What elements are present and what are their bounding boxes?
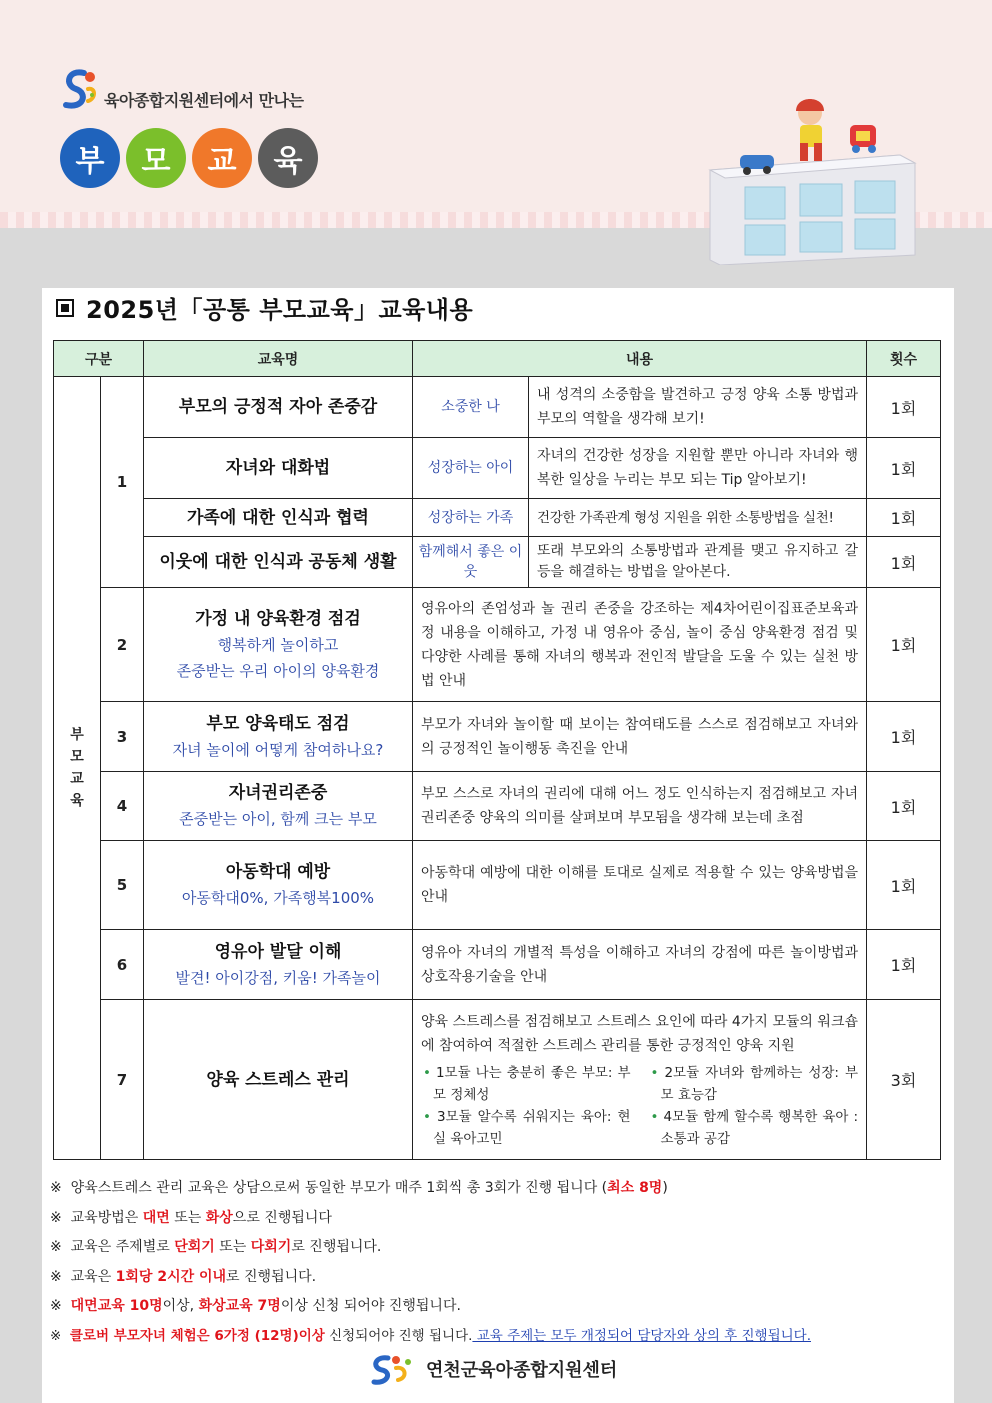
note-highlight: 화상교육 7명 (198, 1298, 281, 1314)
course-count: 1회 (867, 772, 941, 841)
note-item (50, 1322, 940, 1352)
note-text: 양육스트레스 관리 교육은 상담으로써 동일한 부모가 매주 1회씩 총 3회가 진행 됩니다 ( (70, 1180, 608, 1196)
note-item (50, 1263, 940, 1293)
row-number: 5 (101, 841, 144, 930)
title-char-4: 육 (258, 128, 318, 188)
note-text: 또는 (214, 1239, 251, 1255)
module-text: 1모듈 나는 충분히 좋은 부모: 부모 정체성 (433, 1064, 631, 1103)
course-count: 3회 (867, 1000, 941, 1160)
note-text: 교육은 주제별로 (70, 1239, 175, 1255)
course-title: 양육 스트레스 관리 (206, 1069, 350, 1090)
course-name (144, 499, 413, 537)
course-count: 1회 (867, 841, 941, 930)
course-description: 영유아 자녀의 개별적 특성을 이해하고 자녀의 강점에 따른 놀이방법과 상호작용기술을 안내 (413, 930, 867, 1000)
section-title-text: 2025년「공통 부모교육」교육내용 (86, 296, 474, 324)
header-category: 구분 (54, 341, 144, 377)
note-text: 또는 (169, 1209, 206, 1226)
course-subtitle: 발견! 아이강점, 키움! 가족놀이 (175, 968, 381, 987)
note-highlight: 대면교육 10명 (70, 1298, 163, 1314)
course-description: 부모가 자녀와 놀이할 때 보이는 참여태도를 스스로 점검해보고 자녀와의 긍정적인 놀이행동 촉진을 안내 (413, 702, 867, 772)
course-theme: 소중한 나 (413, 377, 529, 438)
course-name (144, 438, 413, 499)
table-row (54, 438, 941, 499)
table-row (54, 499, 941, 537)
title-char-3: 교 (192, 128, 252, 188)
course-count: 1회 (867, 377, 941, 438)
course-name (144, 377, 413, 438)
category-label (54, 377, 101, 1160)
note-underlined-text: 교육 주제는 모두 개정되어 담당자와 상의 후 진행됩니다. (472, 1327, 811, 1344)
note-highlight: 클로버 부모자녀 체험은 6가정 (12명)이상 (69, 1327, 325, 1344)
course-description: 아동학대 예방에 대한 이해를 토대로 실제로 적용할 수 있는 양육방법을 안내 (413, 841, 867, 930)
course-title: 부모 양육태도 점검 (206, 713, 350, 734)
module-item: • 1모듈 나는 충분히 좋은 부모: 부모 정체성 (423, 1064, 631, 1103)
table-row (54, 841, 941, 930)
course-title: 아동학대 예방 (225, 862, 331, 882)
course-name (144, 537, 413, 588)
note-text: 으로 진행됩니다 (232, 1209, 332, 1226)
header-subtitle: 육아종합지원센터에서 만나는 (104, 91, 304, 110)
note-text: 이상 신청 되어야 진행됩니다. (280, 1298, 461, 1314)
center-logo-icon (62, 65, 98, 113)
course-name (144, 588, 413, 702)
header-content: 내용 (413, 341, 867, 377)
course-description: 영유아의 존엄성과 놀 권리 존중을 강조하는 제4차어린이집표준보육과정 내용을 이해하고, 가정 내 영유아 중심, 놀이 중심 양육환경 점검 및 다양한 사례를 통해 자녀의 행복과 전인적 발달을 도울 수 있는 실천 방법 안내 (413, 588, 867, 702)
course-title: 부모의 긍정적 자아 존중감 (178, 397, 378, 417)
note-mark: ※ (50, 1268, 62, 1285)
module-item: • 3모듈 알수록 쉬워지는 육아: 현실 육아고민 (423, 1108, 631, 1147)
course-description (413, 1000, 867, 1160)
module-text: 2모듈 자녀와 함께하는 성장: 부모 효능감 (660, 1064, 858, 1103)
course-description: 부모 스스로 자녀의 권리에 대해 어느 정도 인식하는지 점검해보고 자녀권리존중 양육의 의미를 살펴보며 부모됨을 생각해 보는데 초점 (413, 772, 867, 841)
row-number: 4 (101, 772, 144, 841)
course-name (144, 930, 413, 1000)
note-text: 신청되어야 진행 됩니다. (324, 1327, 473, 1344)
course-name (144, 841, 413, 930)
module-list (421, 1062, 858, 1150)
row-number: 1 (101, 377, 144, 588)
notes-list (50, 1174, 940, 1351)
note-text: 이상, (162, 1298, 199, 1314)
note-mark: ※ (50, 1180, 62, 1196)
course-subtitle: 행복하게 놀이하고 존중받는 우리 아이의 양육환경 (176, 635, 380, 680)
course-count: 1회 (867, 702, 941, 772)
course-description: 또래 부모와의 소통방법과 관계를 맺고 유지하고 갈등을 해결하는 방법을 알아본다. (529, 537, 867, 588)
course-count: 1회 (867, 438, 941, 499)
note-highlight: 최소 8명 (607, 1180, 663, 1196)
table-row (54, 772, 941, 841)
title-char-1: 부 (60, 128, 120, 188)
note-text: 교육방법은 (70, 1209, 143, 1226)
note-mark: ※ (50, 1327, 62, 1344)
module-text: 3모듈 알수록 쉬워지는 육아: 현실 육아고민 (433, 1108, 631, 1147)
course-theme: 성장하는 가족 (413, 499, 529, 537)
row-number: 7 (101, 1000, 144, 1160)
course-title: 자녀와 대화법 (225, 458, 331, 478)
center-logo-icon (368, 1352, 418, 1386)
note-text: 로 진행됩니다. (226, 1268, 317, 1285)
course-title: 가족에 대한 인식과 협력 (187, 507, 369, 528)
course-description: 내 성격의 소중함을 발견하고 긍정 양육 소통 방법과 부모의 역할을 생각해 보기! (529, 377, 867, 438)
module-item: • 2모듈 자녀와 함께하는 성장: 부모 효능감 (650, 1064, 858, 1103)
course-name (144, 702, 413, 772)
note-text: 교육은 (70, 1268, 116, 1285)
course-description-text: 양육 스트레스를 점검해보고 스트레스 요인에 따라 4가지 모듈의 워크숍에 참여하여 적절한 스트레스 관리를 통한 긍정적인 양육 지원 (421, 1013, 858, 1054)
row-number: 2 (101, 588, 144, 702)
table-row (54, 537, 941, 588)
course-count: 1회 (867, 588, 941, 702)
course-subtitle: 아동학대0%, 가족행복100% (181, 889, 375, 907)
course-title: 이웃에 대한 인식과 공동체 생활 (159, 552, 397, 572)
toy-shelf-illustration (700, 95, 930, 265)
note-item (50, 1174, 940, 1204)
course-title: 영유아 발달 이해 (214, 941, 342, 962)
table-header-row (54, 341, 941, 377)
course-subtitle: 자녀 놀이에 어떻게 참여하나요? (172, 740, 384, 759)
course-count: 1회 (867, 930, 941, 1000)
course-title: 가정 내 양육환경 점검 (195, 608, 361, 629)
table-row (54, 702, 941, 772)
note-item (50, 1292, 940, 1322)
category-label-text: 부 모 교 육 (70, 727, 84, 809)
section-title (56, 290, 473, 325)
note-item (50, 1204, 940, 1234)
square-bullet-icon (56, 299, 74, 317)
note-mark: ※ (50, 1298, 62, 1314)
module-item: • 4모듈 함께 할수록 행복한 육아 : 소통과 공감 (650, 1108, 858, 1147)
footer-org-name: 연천군육아종합지원센터 (426, 1360, 618, 1381)
row-number: 6 (101, 930, 144, 1000)
note-item (50, 1233, 940, 1263)
note-mark: ※ (50, 1239, 62, 1255)
table-row (54, 1000, 941, 1160)
course-description: 건강한 가족관계 형성 지원을 위한 소통방법을 실천! (529, 499, 867, 537)
course-name (144, 772, 413, 841)
note-highlight: 화상 (205, 1209, 233, 1226)
header-name: 교육명 (144, 341, 413, 377)
course-subtitle: 존중받는 아이, 함께 크는 부모 (179, 810, 377, 828)
title-circles (60, 128, 318, 188)
note-mark: ※ (50, 1209, 62, 1226)
course-count: 1회 (867, 499, 941, 537)
table-row (54, 588, 941, 702)
course-title: 자녀권리존중 (228, 783, 328, 803)
note-text: ) (662, 1180, 668, 1196)
note-highlight: 다회기 (250, 1239, 292, 1255)
course-theme: 함께해서 좋은 이웃 (413, 537, 529, 588)
note-highlight: 단회기 (174, 1239, 215, 1255)
course-name (144, 1000, 413, 1160)
course-description: 자녀의 건강한 성장을 지원할 뿐만 아니라 자녀와 행복한 일상을 누리는 부모 되는 Tip 알아보기! (529, 438, 867, 499)
header-count: 횟수 (867, 341, 941, 377)
course-count: 1회 (867, 537, 941, 588)
education-table (53, 340, 941, 1160)
footer (368, 1352, 617, 1386)
note-text: 로 진행됩니다. (291, 1239, 382, 1255)
note-highlight: 1회당 2시간 이내 (115, 1268, 227, 1285)
course-theme: 성장하는 아이 (413, 438, 529, 499)
table-row (54, 377, 941, 438)
note-highlight: 대면 (142, 1209, 170, 1226)
table-row (54, 930, 941, 1000)
module-text: 4모듈 함께 할수록 행복한 육아 : 소통과 공감 (660, 1108, 858, 1147)
row-number: 3 (101, 702, 144, 772)
title-char-2: 모 (126, 128, 186, 188)
